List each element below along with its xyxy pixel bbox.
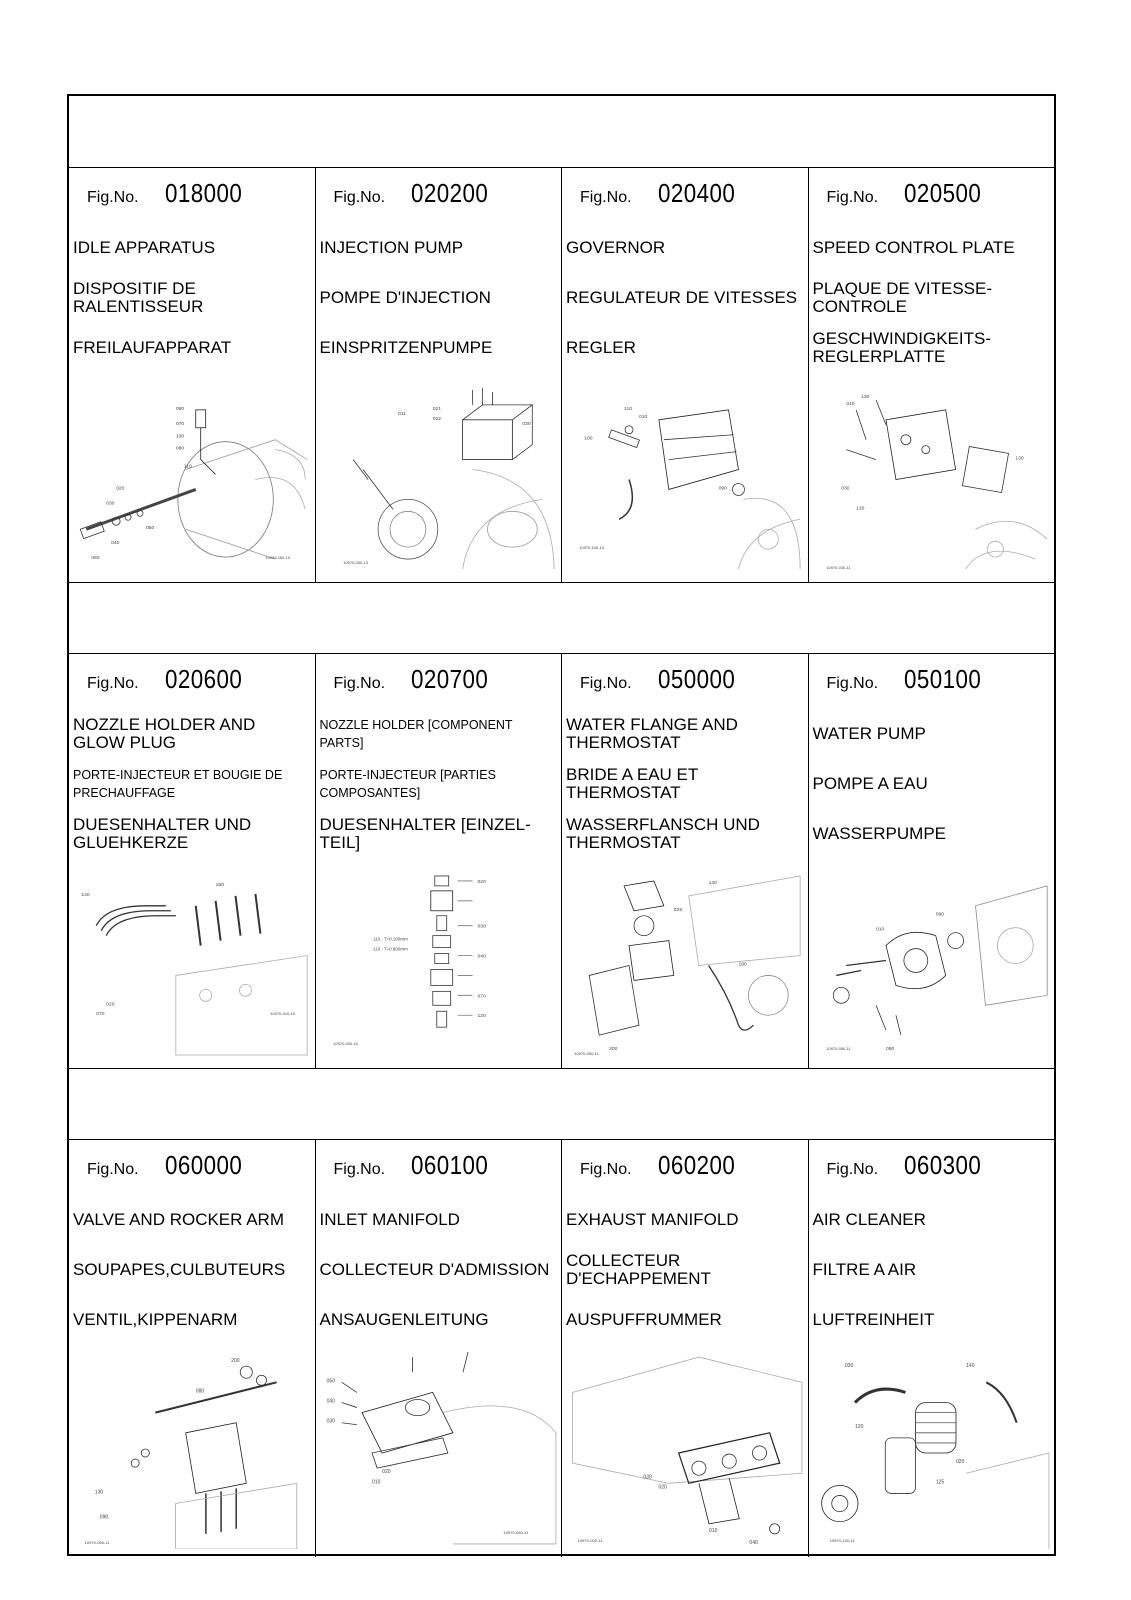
title-german: WASSERPUMPE bbox=[812, 824, 947, 843]
svg-text:100: 100 bbox=[175, 434, 185, 440]
figure-number: 020500 bbox=[904, 178, 982, 208]
svg-text:020: 020 bbox=[381, 1469, 391, 1476]
figure-card-060300[interactable] bbox=[809, 1140, 1055, 1557]
svg-text:120: 120 bbox=[855, 506, 864, 512]
title-french: COLLECTEUR D'ADMISSION bbox=[319, 1260, 550, 1279]
svg-text:180: 180 bbox=[738, 962, 747, 968]
svg-text:10970-130-11: 10970-130-11 bbox=[829, 1537, 855, 1543]
svg-text:10970-060-11: 10970-060-11 bbox=[84, 1539, 110, 1545]
figure-number: 020200 bbox=[411, 178, 489, 208]
figure-number-line bbox=[334, 1150, 501, 1181]
fig-no-label: Fig.No. bbox=[580, 675, 632, 692]
title-french: PORTE-INJECTEUR [PARTIES COMPOSANTES] bbox=[319, 768, 496, 800]
title-german: WASSERFLANSCH UND THERMOSTAT bbox=[566, 815, 760, 852]
figure-card-050000[interactable] bbox=[562, 654, 809, 1068]
title-german: GESCHWINDIGKEITS-REGLERPLATTE bbox=[812, 329, 992, 366]
exploded-view-drawing bbox=[566, 380, 804, 574]
title-french: DISPOSITIF DE RALENTISSEUR bbox=[73, 279, 204, 316]
svg-text:10970-030-11: 10970-030-11 bbox=[825, 565, 851, 571]
svg-text:050: 050 bbox=[326, 1378, 335, 1385]
svg-text:090: 090 bbox=[885, 1047, 894, 1053]
header-band-1 bbox=[69, 96, 1054, 169]
title-english: NOZZLE HOLDER AND GLOW PLUG bbox=[73, 715, 256, 752]
svg-text:030: 030 bbox=[106, 501, 115, 507]
svg-text:090: 090 bbox=[718, 486, 727, 492]
svg-text:020: 020 bbox=[106, 1002, 115, 1008]
svg-text:040: 040 bbox=[111, 541, 120, 547]
parts-catalog-index-frame bbox=[67, 94, 1056, 1556]
svg-text:070: 070 bbox=[175, 421, 185, 427]
figure-number: 020600 bbox=[164, 664, 242, 694]
figure-number-line bbox=[334, 664, 501, 695]
title-french: SOUPAPES,CULBUTEURS bbox=[73, 1260, 286, 1279]
figure-number: 060100 bbox=[411, 1150, 489, 1180]
title-french: PLAQUE DE VITESSE-CONTROLE bbox=[812, 279, 992, 316]
svg-text:110 : T=0.800mm: 110 : T=0.800mm bbox=[372, 946, 408, 952]
figure-card-020600[interactable] bbox=[69, 654, 316, 1068]
svg-text:130: 130 bbox=[1014, 456, 1024, 462]
svg-text:110: 110 bbox=[624, 406, 632, 412]
svg-text:10970-100-13: 10970-100-13 bbox=[579, 545, 605, 551]
figure-number: 020400 bbox=[657, 178, 735, 208]
svg-text:010: 010 bbox=[875, 927, 884, 933]
figure-number: 060200 bbox=[657, 1150, 735, 1180]
figure-number: 050000 bbox=[657, 664, 735, 694]
figure-number-line bbox=[580, 178, 747, 209]
svg-text:10970-060-11: 10970-060-11 bbox=[502, 1529, 528, 1535]
fig-no-label: Fig.No. bbox=[580, 189, 632, 206]
figure-row-2 bbox=[69, 653, 1054, 1069]
svg-text:040: 040 bbox=[749, 1539, 758, 1546]
header-band-2 bbox=[69, 583, 1054, 656]
svg-text:010: 010 bbox=[708, 1527, 718, 1534]
svg-text:022: 022 bbox=[432, 416, 441, 422]
figure-number-line bbox=[827, 664, 994, 695]
svg-text:020: 020 bbox=[658, 1484, 667, 1491]
exploded-view-drawing bbox=[73, 380, 311, 574]
title-german: EINSPRITZENPUMPE bbox=[319, 338, 493, 357]
svg-text:020: 020 bbox=[116, 486, 125, 492]
svg-text:060: 060 bbox=[91, 556, 100, 562]
figure-number: 060000 bbox=[164, 1150, 242, 1180]
svg-text:010: 010 bbox=[845, 401, 854, 407]
svg-text:200: 200 bbox=[609, 1047, 618, 1053]
exploded-view-drawing bbox=[566, 1352, 804, 1549]
figure-card-018000[interactable] bbox=[69, 168, 316, 582]
figure-card-050100[interactable] bbox=[809, 654, 1055, 1068]
exploded-view-drawing bbox=[73, 866, 311, 1060]
svg-text:030: 030 bbox=[844, 1363, 853, 1370]
figure-card-020200[interactable] bbox=[316, 168, 563, 582]
figure-number-line bbox=[87, 178, 254, 209]
figure-number-line bbox=[827, 1150, 994, 1181]
exploded-view-drawing bbox=[566, 866, 804, 1060]
figure-number-line bbox=[87, 664, 254, 695]
exploded-view-drawing bbox=[73, 1352, 311, 1549]
svg-text:10970-000-11: 10970-000-11 bbox=[577, 1537, 603, 1543]
fig-no-label: Fig.No. bbox=[333, 675, 386, 692]
svg-text:080: 080 bbox=[195, 1388, 205, 1395]
title-english: INLET MANIFOLD bbox=[319, 1210, 460, 1229]
title-english: NOZZLE HOLDER [COMPONENT PARTS] bbox=[319, 718, 513, 750]
title-french: COLLECTEUR D'ECHAPPEMENT bbox=[566, 1251, 711, 1288]
title-english: EXHAUST MANIFOLD bbox=[566, 1210, 739, 1229]
exploded-view-drawing bbox=[320, 1352, 558, 1549]
svg-text:140: 140 bbox=[81, 892, 90, 898]
svg-text:130: 130 bbox=[860, 394, 869, 400]
title-french: PORTE-INJECTEUR ET BOUGIE DE PRECHAUFFAGE bbox=[73, 768, 283, 800]
figure-card-020400[interactable] bbox=[562, 168, 809, 582]
figure-row-1 bbox=[69, 167, 1054, 583]
title-english: GOVERNOR bbox=[566, 238, 666, 257]
svg-text:10970-030-13: 10970-030-13 bbox=[342, 560, 368, 566]
svg-text:120: 120 bbox=[477, 1014, 486, 1020]
svg-text:100: 100 bbox=[584, 436, 593, 442]
svg-text:070: 070 bbox=[477, 994, 486, 1000]
figure-row-3 bbox=[69, 1139, 1054, 1557]
svg-text:120: 120 bbox=[854, 1423, 863, 1430]
svg-text:10970-050-11: 10970-050-11 bbox=[574, 1051, 599, 1057]
svg-text:090: 090 bbox=[935, 912, 944, 918]
figure-number: 060300 bbox=[904, 1150, 982, 1180]
svg-text:125: 125 bbox=[935, 1479, 944, 1486]
exploded-view-drawing bbox=[320, 380, 558, 574]
svg-text:050: 050 bbox=[175, 406, 185, 412]
svg-text:130: 130 bbox=[708, 880, 717, 886]
fig-no-label: Fig.No. bbox=[87, 675, 139, 692]
title-german: LUFTREINHEIT bbox=[812, 1310, 935, 1329]
svg-text:040: 040 bbox=[326, 1398, 335, 1405]
fig-no-label: Fig.No. bbox=[826, 675, 879, 692]
title-english: INJECTION PUMP bbox=[319, 238, 464, 257]
title-german: ANSAUGENLEITUNG bbox=[319, 1310, 489, 1329]
figure-number-line bbox=[580, 1150, 747, 1181]
svg-text:10970-000-10: 10970-000-10 bbox=[332, 1041, 358, 1047]
svg-text:10999-100-10: 10999-100-10 bbox=[265, 555, 291, 561]
figure-number-line bbox=[87, 1150, 254, 1181]
svg-text:140: 140 bbox=[965, 1363, 975, 1370]
figure-card-020500[interactable] bbox=[809, 168, 1055, 582]
title-english: IDLE APPARATUS bbox=[73, 238, 216, 257]
header-band-3 bbox=[69, 1069, 1054, 1142]
fig-no-label: Fig.No. bbox=[87, 1161, 139, 1178]
svg-text:040: 040 bbox=[477, 954, 486, 960]
svg-text:030: 030 bbox=[643, 1474, 652, 1481]
svg-text:030: 030 bbox=[521, 421, 531, 427]
exploded-view-drawing bbox=[813, 380, 1051, 574]
figure-card-020700[interactable] bbox=[316, 654, 563, 1068]
title-french: BRIDE A EAU ET THERMOSTAT bbox=[566, 765, 698, 802]
title-english: SPEED CONTROL PLATE bbox=[812, 238, 1015, 257]
title-german: FREILAUFAPPARAT bbox=[73, 338, 232, 357]
title-french: REGULATEUR DE VITESSES bbox=[566, 288, 798, 307]
title-german: DUESENHALTER [EINZEL-TEIL] bbox=[319, 815, 531, 852]
title-french: POMPE D'INJECTION bbox=[319, 288, 491, 307]
svg-text:030: 030 bbox=[477, 924, 486, 930]
figure-number: 020700 bbox=[411, 664, 489, 694]
svg-text:010: 010 bbox=[638, 414, 648, 420]
svg-text:150: 150 bbox=[215, 882, 224, 888]
title-german: AUSPUFFRUMMER bbox=[566, 1310, 722, 1329]
title-french: FILTRE A AIR bbox=[812, 1260, 917, 1279]
figure-number: 018000 bbox=[164, 178, 242, 208]
svg-text:130: 130 bbox=[94, 1489, 104, 1496]
fig-no-label: Fig.No. bbox=[87, 189, 139, 206]
svg-text:10970-050-11: 10970-050-11 bbox=[825, 1046, 851, 1052]
svg-text:110: 110 bbox=[183, 464, 192, 470]
svg-text:020: 020 bbox=[955, 1459, 964, 1466]
svg-text:030: 030 bbox=[840, 486, 850, 492]
figure-number: 050100 bbox=[904, 664, 982, 694]
exploded-view-drawing bbox=[320, 866, 558, 1060]
fig-no-label: Fig.No. bbox=[333, 1161, 386, 1178]
svg-text:090: 090 bbox=[99, 1514, 109, 1521]
fig-no-label: Fig.No. bbox=[580, 1161, 632, 1178]
svg-text:110 : T=0.100mm: 110 : T=0.100mm bbox=[372, 936, 408, 942]
figure-number-line bbox=[580, 664, 747, 695]
fig-no-label: Fig.No. bbox=[333, 189, 386, 206]
svg-text:011: 011 bbox=[397, 411, 406, 417]
fig-no-label: Fig.No. bbox=[826, 189, 879, 206]
fig-no-label: Fig.No. bbox=[826, 1161, 879, 1178]
figure-card-060000[interactable] bbox=[69, 1140, 316, 1557]
svg-text:025: 025 bbox=[673, 907, 683, 913]
svg-text:10970-010-10: 10970-010-10 bbox=[270, 1011, 296, 1017]
exploded-view-drawing bbox=[813, 866, 1051, 1060]
title-german: DUESENHALTER UND GLUEHKERZE bbox=[73, 815, 252, 852]
svg-text:030: 030 bbox=[326, 1418, 335, 1425]
title-english: WATER FLANGE AND THERMOSTAT bbox=[566, 715, 738, 752]
svg-text:010: 010 bbox=[371, 1479, 380, 1486]
title-english: VALVE AND ROCKER ARM bbox=[73, 1210, 284, 1229]
title-german: REGLER bbox=[566, 338, 636, 357]
figure-card-060100[interactable] bbox=[316, 1140, 563, 1557]
figure-card-060200[interactable] bbox=[562, 1140, 809, 1557]
svg-text:021: 021 bbox=[432, 406, 441, 412]
svg-text:020: 020 bbox=[477, 879, 486, 885]
title-english: AIR CLEANER bbox=[812, 1210, 926, 1229]
title-french: POMPE A EAU bbox=[812, 774, 928, 793]
svg-text:200: 200 bbox=[231, 1358, 240, 1365]
svg-text:050: 050 bbox=[145, 526, 155, 532]
svg-text:070: 070 bbox=[96, 1012, 105, 1018]
figure-number-line bbox=[827, 178, 994, 209]
exploded-view-drawing bbox=[813, 1352, 1051, 1549]
title-english: WATER PUMP bbox=[812, 724, 926, 743]
title-german: VENTIL,KIPPENARM bbox=[73, 1310, 238, 1329]
figure-number-line bbox=[334, 178, 501, 209]
svg-text:080: 080 bbox=[175, 446, 185, 452]
